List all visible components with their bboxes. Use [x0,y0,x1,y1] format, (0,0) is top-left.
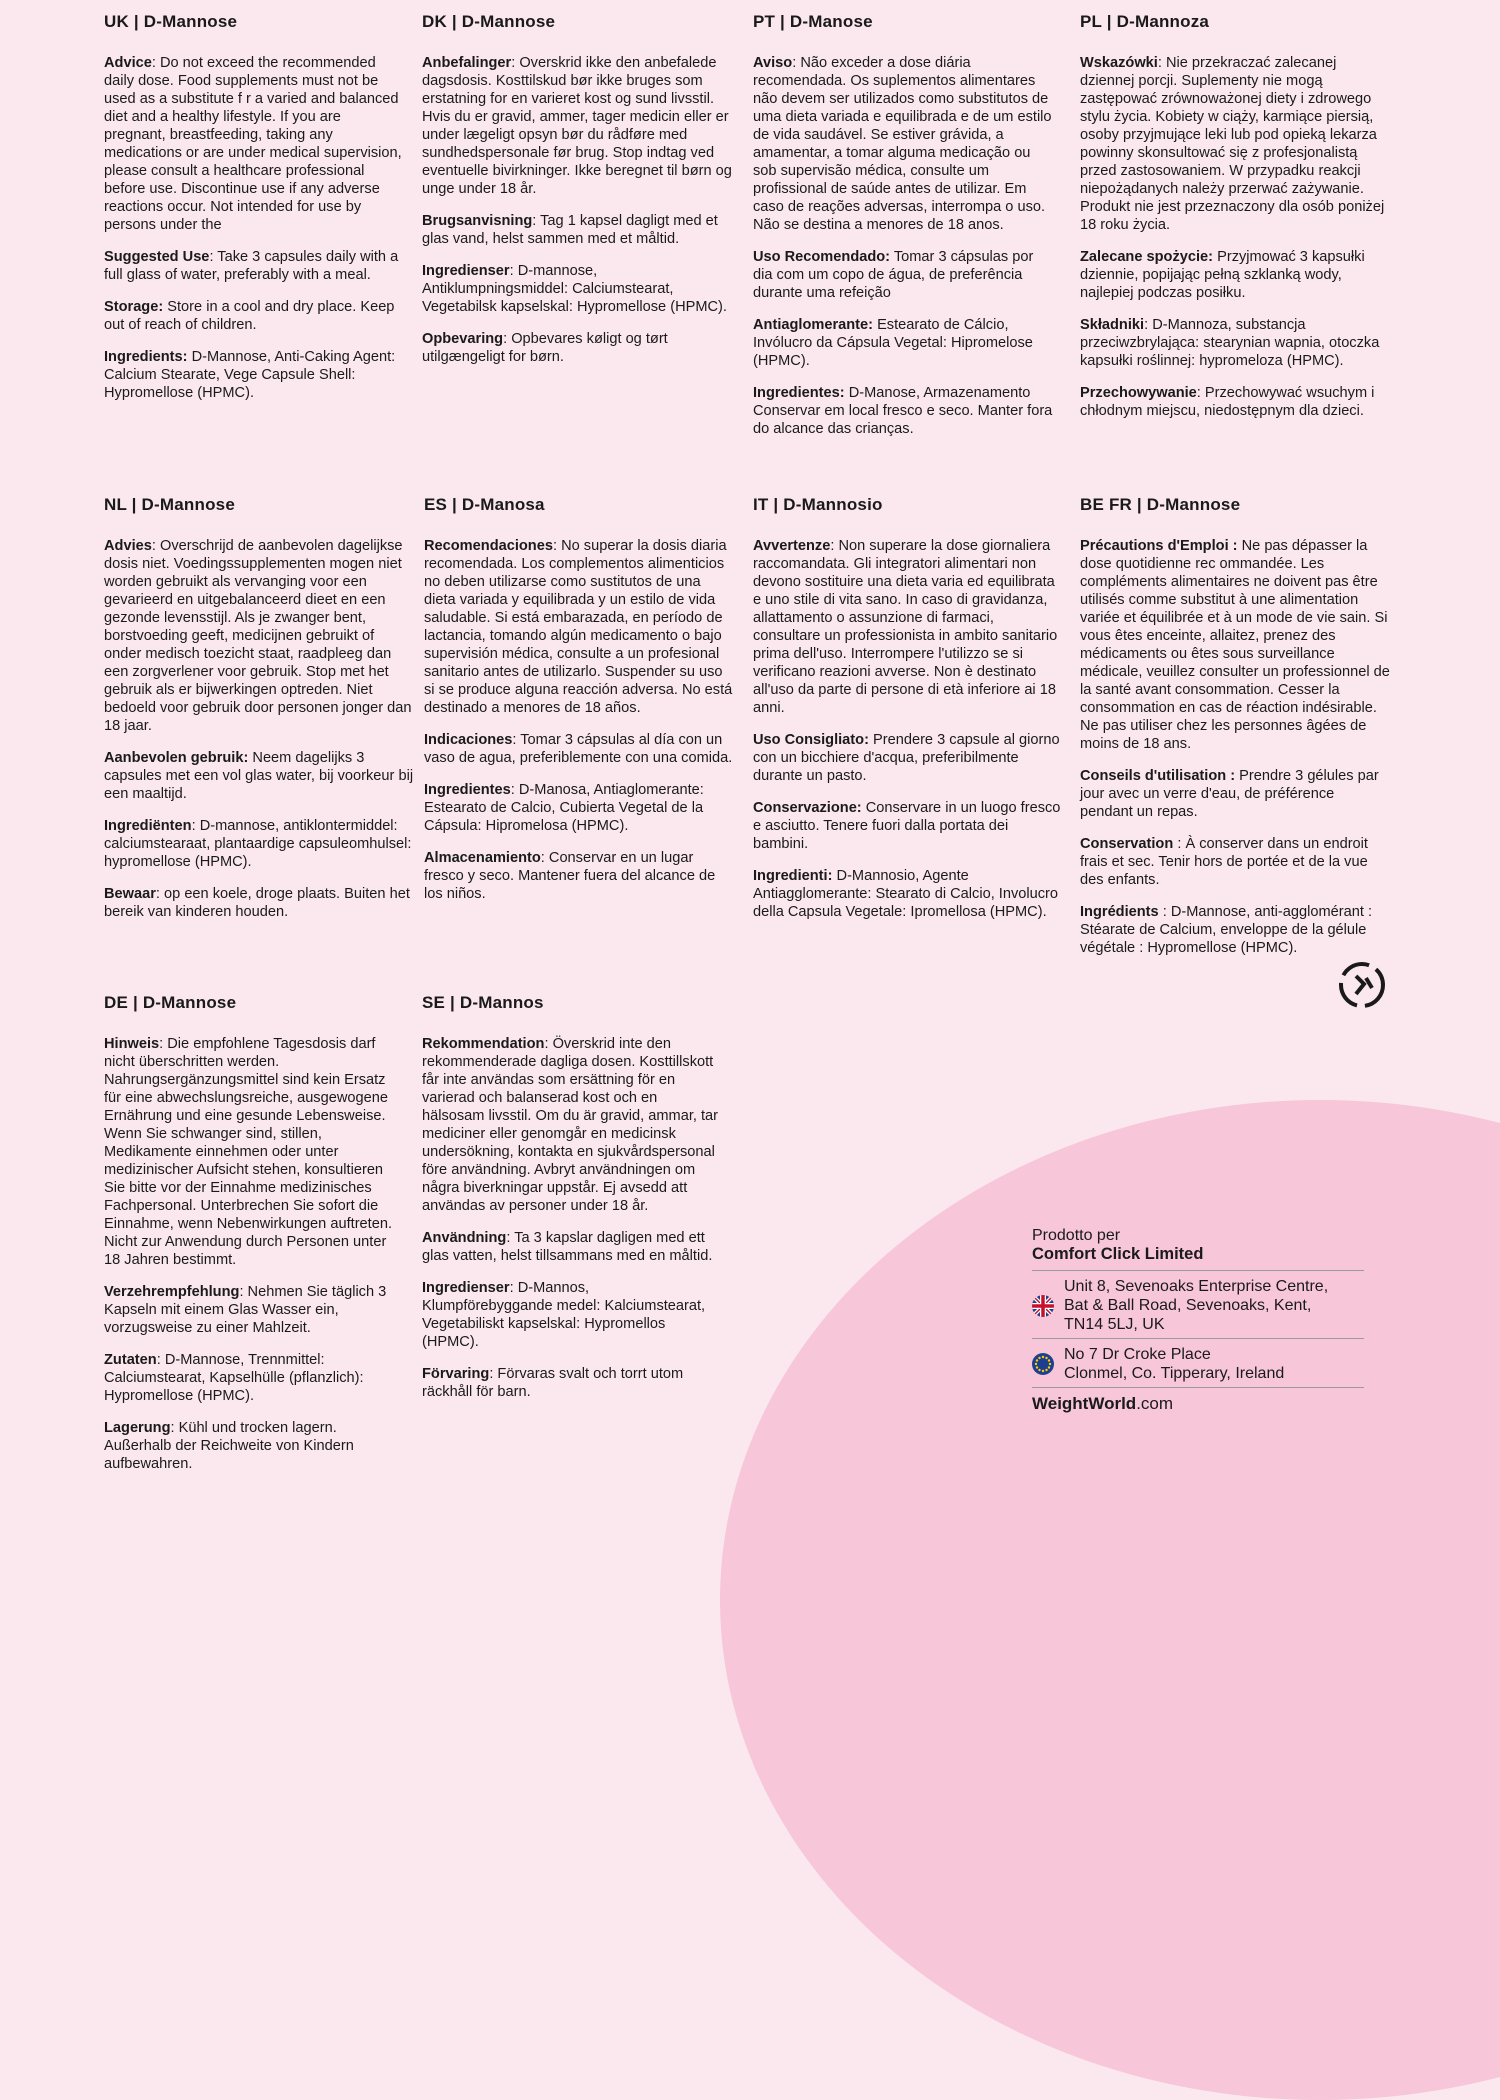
paragraph-separator: : [209,249,218,265]
paragraph-separator: : [1173,836,1186,852]
paragraph-text: Przyjmować 3 kapsułki dziennie, popijając pełną szklanką wody, najlepiej podczas posiłku. [1080,249,1365,301]
section-title: PT | D-Manose [753,12,873,31]
paragraph-label: Rekommendation [422,1036,545,1052]
paragraph-text: Tomar 3 cápsulas por dia com um copo de água, de preferência durante uma refeição [753,249,1034,301]
uk-address-lines [1064,1277,1328,1334]
paragraph-label: Hinweis [104,1036,160,1052]
paragraph-text: Opbevares køligt og tørt utilgængeligt for børn. [422,331,668,365]
manufacturer-company: Comfort Click Limited [1032,1245,1204,1263]
ie-address-line: No 7 Dr Croke Place [1064,1346,1211,1363]
info-paragraph [1080,835,1390,889]
section-dk [422,12,734,380]
info-paragraph [1080,384,1385,420]
info-paragraph [104,817,414,871]
section-es [424,495,736,917]
paragraph-text: D-Manose, Armazenamento Conservar em local fresco e seco. Manter fora do alcance das crianças. [753,385,1053,437]
section-uk [104,12,404,416]
paragraph-label: Ingredienser [422,1280,510,1296]
paragraph-label: Ingrediënten [104,818,192,834]
paragraph-text: Ne pas dépasser la dose quotidienne rec ommandée. Les compléments alimentaires ne doivent pas être utilisés comme substitut à une alimentation variée et équilibrée et à un mode de vie sain. Si vous êtes enceinte, allaitez, prenez des médicaments ou êtes sous surveillance médicale, veuillez consulter un professionnel de la santé avant consommation. Cesser la consommation en cas de réaction indésirable. Ne pas utiliser chez les personnes âgées de moins de 18 ans. [1080,538,1390,752]
paragraph-separator: : [1157,55,1166,71]
paragraph-label: Recomendaciones [424,538,553,554]
paragraph-label: Almacenamiento [424,850,541,866]
paragraph-separator: : [239,1284,248,1300]
paragraph-separator: : [552,538,562,554]
paragraph-text: D-Mannose, Anti-Caking Agent: Calcium Stearate, Vege Capsule Shell: Hypromellose (HPMC). [104,349,396,401]
paragraph-text: Non superare la dose giornaliera raccomandata. Gli integratori alimentari non devono sostituire una dieta varia ed equilibrata e uno stile di vita sano. In caso di gravidanza, allattamento o assunzione di farmaci, consultare un professionista in ambito sanitario prima dell'uso. Interrompere l'utilizzo se si verificano reazioni avverse. Non è destinato all'uso da parte di persone di età inferiore ai 18 anni. [753,538,1058,716]
info-paragraph [104,537,414,735]
section-se [422,993,722,1415]
info-paragraph [1080,248,1385,302]
paragraph-text: Store in a cool and dry place. Keep out of reach of children. [104,299,395,333]
section-title: IT | D-Mannosio [753,495,883,514]
info-paragraph [104,1419,404,1473]
paragraph-label: Antiaglomerante: [753,317,874,333]
info-paragraph [104,54,404,234]
paragraph-text: Estearato de Cálcio, Invólucro da Cápsula Vegetal: Hipromelose (HPMC). [753,317,1033,369]
paragraph-label: Lagerung [104,1420,171,1436]
paragraph-text: D-Manosa, Antiaglomerante: Estearato de Calcio, Cubierta Vegetal de la Cápsula: Hipromelosa (HPMC). [424,782,704,834]
paragraph-text: D-mannose, Antiklumpningsmiddel: Calciumstearat, Vegetabilsk kapselskal: Hypromellose (HPMC). [422,263,727,315]
website [1032,1387,1364,1414]
info-paragraph [104,248,404,284]
info-paragraph [753,799,1065,853]
paragraph-separator: : [830,538,839,554]
section-pl [1080,12,1385,434]
paragraph-label: Ingredients: [104,349,188,365]
paragraph-text: Förvaras svalt och torrt utom räckhåll för barn. [422,1366,684,1400]
paragraph-separator: : [532,213,541,229]
info-paragraph [753,537,1065,717]
info-paragraph [424,849,736,903]
paragraph-label: Précautions d'Emploi : [1080,538,1238,554]
paragraph-separator: : [170,1420,179,1436]
section-title: DE | D-Mannose [104,993,237,1012]
section-it [753,495,1065,935]
paragraph-separator: : [503,331,512,347]
info-paragraph [753,54,1053,234]
ie-address-line: Clonmel, Co. Tipperary, Ireland [1064,1365,1285,1382]
paragraph-label: Conseils d'utilisation : [1080,768,1236,784]
info-paragraph [1080,316,1385,370]
paragraph-label: Aanbevolen gebruik: [104,750,249,766]
paragraph-text: No superar la dosis diaria recomendada. Los complementos alimenticios no deben utilizarse como sustitutos de una dieta variada y equilibrada y un estilo de vida saludable. Si está embarazada, en período de lactancia, tomando algún medicamento o bajo supervisión médica, consulte a un profesional sanitario antes de utilizarlo. Suspender su uso si se produce alguna reacción adversa. No está destinado a menores de 18 años. [424,538,733,716]
paragraph-separator: : [1144,317,1153,333]
paragraph-label: Ingredienti: [753,868,833,884]
paragraph-text: Prendre 3 gélules par jour avec un verre d'eau, de préférence pendant un repas. [1080,768,1379,820]
section-title: PL | D-Mannoza [1080,12,1210,31]
paragraph-separator: : [156,1352,165,1368]
paragraph-separator: : [489,1366,498,1382]
paragraph-text: Kühl und trocken lagern. Außerhalb der Reichweite von Kindern aufbewahren. [104,1420,354,1472]
section-title: DK | D-Mannose [422,12,556,31]
info-paragraph [424,731,736,767]
paragraph-text: Tag 1 kapsel dagligt med et glas vand, helst sammen med et måltid. [422,213,718,247]
info-paragraph [422,1229,722,1265]
website-name: WeightWorld [1032,1394,1137,1413]
paragraph-label: Wskazówki [1080,55,1158,71]
paragraph-text: Overschrijd de aanbevolen dagelijkse dosis niet. Voedingssupplementen mogen niet worden gebruikt als vervanging voor een gevarieerd en uitgebalanceerd dieet en een gezonde levensstijl. Als je zwanger bent, borstvoeding geeft, medicijnen gebruikt of onder medisch toezicht staat, raadpleeg dan een zorgverlener voor gebruik. Stop met het gebruik als er bijwerkingen optreden. Niet bedoeld voor gebruik door personen jonger dan 18 jaar. [104,538,412,734]
paragraph-text: D-Mannose, Trennmittel: Calciumstearat, Kapselhülle (pflanzlich): Hypromellose (HPMC). [104,1352,364,1404]
paragraph-label: Förvaring [422,1366,490,1382]
info-paragraph [104,298,404,334]
info-paragraph [753,384,1053,438]
paragraph-separator: : [792,55,801,71]
paragraph-text: Do not exceed the recommended daily dose. Food supplements must not be used as a substitute f r a varied and balanced diet and a healthy lifestyle. If you are pregnant, breastfeeding, taking any medications or are under medical supervision, please consult a healthcare professional before use. Discontinue use if any adverse reactions occur. Not intended for use by persons under the [104,55,402,233]
paragraph-label: Składniki [1080,317,1145,333]
paragraph-text: Nehmen Sie täglich 3 Kapseln mit einem Glas Wasser ein, vorzugsweise zu einer Mahlzeit. [104,1284,387,1336]
paragraph-label: Avvertenze [753,538,831,554]
paragraph-label: Przechowywanie [1080,385,1197,401]
website-tld: .com [1136,1394,1174,1413]
info-paragraph [422,212,734,248]
paragraph-text: Nie przekraczać zalecanej dziennej porcji. Suplementy nie mogą zastępować zrównoważonej diety i zdrowego stylu życia. Kobiety w ciąży, karmiące piersią, osoby przyjmujące leki lub pod opieką lekarza powinny skonsultować się z profesjonalistą przed zastosowaniem. W przypadku reakcji niepożądanych należy przerwać zażywanie. Produkt nie jest przeznaczony dla osób poniżej 18 roku życia. [1080,55,1385,233]
paragraph-text: Neem dagelijks 3 capsules met een vol glas water, bij voorkeur bij een maaltijd. [104,750,414,802]
paragraph-text: D-Mannose, anti-agglomérant : Stéarate de Calcium, enveloppe de la gélule végétale : Hypromellose (HPMC). [1080,904,1372,956]
section-title: SE | D-Mannos [422,993,544,1012]
paragraph-separator: : [155,886,165,902]
info-paragraph [424,537,736,717]
info-paragraph [753,248,1053,302]
section-de [104,993,404,1487]
info-paragraph [422,1035,722,1215]
paragraph-text: Prendere 3 capsule al giorno con un bicchiere d'acqua, preferibilmente durante un pasto. [753,732,1060,784]
paragraph-label: Conservazione: [753,800,862,816]
paragraph-text: D-Mannoza, substancja przeciwzbrylająca: stearynian wapnia, otoczka kapsułki roślinnej: hypromeloza (HPMC). [1080,317,1380,369]
paragraph-label: Uso Consigliato: [753,732,869,748]
paragraph-separator: : [159,1036,168,1052]
info-paragraph [1080,903,1390,957]
info-paragraph [753,731,1065,785]
info-paragraph [422,1279,722,1351]
info-paragraph [753,867,1065,921]
info-paragraph [422,262,734,316]
paragraph-label: Ingredienser [422,263,510,279]
paragraph-label: Bewaar [104,886,156,902]
paragraph-label: Anbefalinger [422,55,512,71]
info-paragraph [422,330,734,366]
section-title: UK | D-Mannose [104,12,238,31]
paragraph-text: op een koele, droge plaats. Buiten het bereik van kinderen houden. [104,886,410,920]
uk-address-line: Bat & Ball Road, Sevenoaks, Kent, [1064,1297,1312,1314]
paragraph-label: Verzehrempfehlung [104,1284,240,1300]
paragraph-separator: : [509,1280,518,1296]
recycling-symbol-icon [1338,962,1386,1008]
info-paragraph [422,1365,722,1401]
paragraph-separator: : [512,732,521,748]
paragraph-text: D-Mannos, Klumpförebyggande medel: Kalciumstearat, Vegetabiliskt kapselskal: Hypromellos (HPMC). [422,1280,706,1350]
info-paragraph [104,1283,404,1337]
section-nl [104,495,414,935]
paragraph-label: Conservation [1080,836,1174,852]
paragraph-text: Não exceder a dose diária recomendada. Os suplementos alimentares não devem ser utilizados como substitutos de uma dieta variada e equilibrada e de um estilo de vida saudável. Se estiver grávida, a amamentar, a tomar alguma medicação ou sob supervisão médica, consulte um profissional de saúde antes de utilizar. Em caso de reações adversas, interrompa o uso. Não se destina a menores de 18 anos. [753,55,1052,233]
manufacturer-intro: Prodotto per [1032,1227,1121,1244]
paragraph-separator: : [544,1036,553,1052]
paragraph-text: Die empfohlene Tagesdosis darf nicht überschritten werden. Nahrungsergänzungsmittel sind kein Ersatz für eine abwechslungsreiche, ausgewogene Ernährung und eine gesunde Lebensweise. Wenn Sie schwanger sind, stillen, Medikamente einnehmen oder unter medizinischer Aufsicht stehen, konsultieren Sie bitte vor der Einnahme medizinisches Fachpersonal. Unterbrechen Sie sofort die Einnahme, wenn Nebenwirkungen auftreten. Nicht zur Anwendung durch Personen unter 18 Jahren bestimmt. [104,1036,393,1268]
paragraph-label: Ingredientes: [753,385,845,401]
section-title: ES | D-Manosa [424,495,545,514]
paragraph-separator: : [151,538,160,554]
uk-address-line: Unit 8, Sevenoaks Enterprise Centre, [1064,1278,1329,1295]
paragraph-text: Tomar 3 cápsulas al día con un vaso de agua, preferiblemente con una comida. [424,732,733,766]
paragraph-label: Zalecane spożycie: [1080,249,1214,265]
paragraph-separator: : [191,818,200,834]
paragraph-text: Överskrid inte den rekommenderade dagliga dosen. Kosttillskott får inte användas som ersättning för en varierad och balanserad kost och en hälsosam livsstil. Om du är gravid, ammar, tar mediciner eller genomgår en medicinsk undersökning, kontakta en sjukvårdspersonal före användning. Avbryt användningen om några biverkningar uppstår. Ej avsedd att användas av personer under 18 år. [422,1036,719,1214]
info-paragraph [422,54,734,198]
ie-address-lines [1064,1345,1284,1383]
uk-address-line: TN14 5LJ, UK [1064,1316,1165,1333]
eu-flag-icon [1032,1353,1054,1375]
info-paragraph [424,781,736,835]
paragraph-label: Storage: [104,299,164,315]
paragraph-text: Przechowywać wsuchym i chłodnym miejscu, niedostępnym dla dzieci. [1080,385,1375,419]
ie-address [1032,1338,1364,1387]
paragraph-text: Overskrid ikke den anbefalede dagsdosis. Kosttilskud bør ikke bruges som erstatning for en varieret kost og sund livsstil. Hvis du er gravid, ammer, tager medicin eller er under lægeligt opsyn bør du rådføre med sundhedspersonale før brug. Stop indtag ved eventuelle bivirkninger. Ikke beregnet til børn og unge under 18 år. [422,55,732,197]
paragraph-label: Ingredientes [424,782,511,798]
paragraph-label: Advice [104,55,152,71]
paragraph-label: Opbevaring [422,331,504,347]
manufacturer-block [1032,1226,1364,1414]
uk-address [1032,1270,1364,1338]
paragraph-separator: : [506,1230,515,1246]
paragraph-text: À conserver dans un endroit frais et sec. Tenir hors de portée et de la vue des enfants. [1080,836,1368,888]
paragraph-label: Indicaciones [424,732,513,748]
paragraph-text: Ta 3 kapslar dagligen med ett glas vatten, helst tillsammans med en måltid. [422,1230,713,1264]
paragraph-separator: : [540,850,549,866]
info-paragraph [753,316,1053,370]
info-paragraph [1080,537,1390,753]
uk-flag-icon [1032,1295,1054,1317]
paragraph-separator: : [509,263,518,279]
paragraph-text: D-Mannosio, Agente Antiagglomerante: Stearato di Calcio, Involucro della Capsula Vegetale: Ipromellosa (HPMC). [753,868,1059,920]
section-pt [753,12,1053,452]
paragraph-separator: : [151,55,160,71]
info-paragraph [104,348,404,402]
paragraph-text: Conservar en un lugar fresco y seco. Mantener fuera del alcance de los niños. [424,850,716,902]
paragraph-text: Conservare in un luogo fresco e asciutto. Tenere fuori dalla portata dei bambini. [753,800,1061,852]
paragraph-separator: : [1158,904,1171,920]
section-befr [1080,495,1390,971]
info-paragraph [104,1035,404,1269]
info-paragraph [104,1351,404,1405]
info-paragraph [104,749,414,803]
paragraph-label: Suggested Use [104,249,210,265]
paragraph-label: Aviso [753,55,793,71]
paragraph-label: Ingrédients [1080,904,1159,920]
section-title: BE FR | D-Mannose [1080,495,1241,514]
paragraph-label: Användning [422,1230,507,1246]
info-paragraph [1080,54,1385,234]
info-paragraph [104,885,414,921]
paragraph-text: Take 3 capsules daily with a full glass of water, preferably with a meal. [104,249,399,283]
paragraph-separator: : [511,55,520,71]
paragraph-separator: : [510,782,519,798]
info-paragraph [1080,767,1390,821]
section-title: NL | D-Mannose [104,495,235,514]
paragraph-text: D-mannose, antiklontermiddel: calciumstearaat, plantaardige capsuleomhulsel: hypromellose (HPMC). [104,818,412,870]
paragraph-label: Zutaten [104,1352,157,1368]
paragraph-label: Advies [104,538,152,554]
paragraph-label: Uso Recomendado: [753,249,891,265]
paragraph-label: Brugsanvisning [422,213,533,229]
paragraph-separator: : [1196,385,1205,401]
